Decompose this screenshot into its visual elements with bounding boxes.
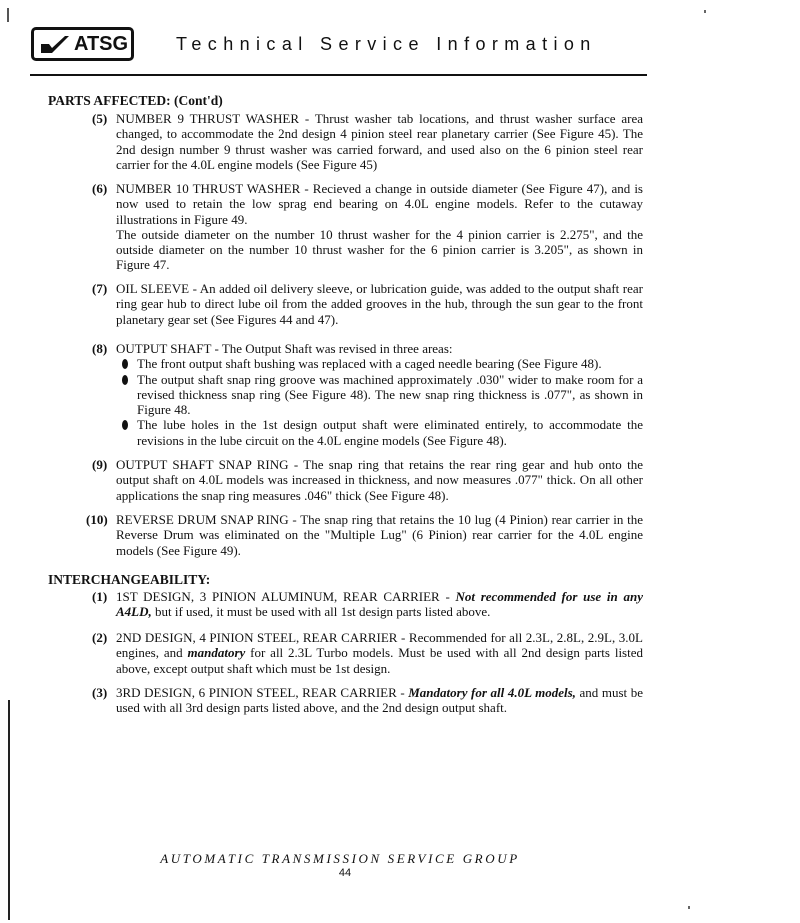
item-paragraph: OUTPUT SHAFT - The Output Shaft was revised in three areas: [116,341,453,356]
item-text-part: but if used, it must be used with all 1st design parts listed above. [151,604,491,620]
item-emphasis: Not recommended for use in any A4LD, [116,589,643,620]
header-title: Technical Service Information [176,34,597,54]
scan-dot [704,10,706,13]
bullet-text: The output shaft snap ring groove was machined approximately .030" wider to make room for a revised thickness snap ring (See Figure 48). The new snap ring thickness is .077", as shown in Figure 48. [137,371,643,418]
bullet-icon [122,375,128,385]
item-text-part: 1ST DESIGN, 3 PINION ALUMINUM, REAR CARRIER - [116,589,456,604]
item-emphasis: Mandatory for all 4.0L models, [408,685,576,700]
logo-text: ATSG [74,32,129,55]
item-number: (3) [92,685,108,700]
item-text [116,589,643,620]
item-number: (8) [92,341,108,356]
bullet-item [116,372,643,418]
item-text [116,341,643,448]
item-number: (10) [86,512,108,527]
bullet-item [116,417,643,448]
item-paragraph [116,589,643,620]
item-text [116,630,643,676]
item-text [116,457,643,503]
item-emphasis: mandatory [187,645,246,661]
bullet-list [116,356,643,448]
item-number: (9) [92,457,108,472]
footer-title: AUTOMATIC TRANSMISSION SERVICE GROUP [160,851,520,866]
item-paragraph: OUTPUT SHAFT SNAP RING - The snap ring that retains the rear ring gear and hub onto the output shaft on 4.0L models was increased in thickness, and now measures .077" thick. On all other applications the snap ring measures .046" thick (See Figure 48). [116,457,643,503]
bullet-text: The lube holes in the 1st design output shaft were eliminated entirely, to accommodate the revisions in the lube circuit on the 4.0L engine models (See Figure 48). [137,417,643,448]
item-paragraph: NUMBER 10 THRUST WASHER - Recieved a change in outside diameter (See Figure 47), and is now used to retain the low sprag end bearing on 4.0L engine models. Refer to the cutaway illustrations in Figure 49. [116,181,643,227]
item-paragraph: The outside diameter on the number 10 thrust washer for the 4 pinion carrier is 2.275", and the outside diameter on the number 10 thrust washer for the 6 pinion carrier is 3.205", as shown in Figure 47. [116,226,643,273]
header-divider [30,74,647,76]
item-paragraph: OIL SLEEVE - An added oil delivery sleeve, or lubrication guide, was added to the output shaft rear ring gear hub to direct lube oil from the added grooves in the hub, through the sun gear to the front planetary gear set (See Figures 44 and 47). [116,281,643,327]
item-number: (1) [92,589,108,604]
item-paragraph: NUMBER 9 THRUST WASHER - Thrust washer tab locations, and thrust washer surface area changed, to accommodate the 2nd design 4 pinion steel rear planetary carrier (See Figure 45). The 2nd design number 9 thrust washer was carried forward, and used also on the 6 pinion steel rear carrier for the 4.0L engine models (See Figure 45) [116,111,643,172]
scan-corner-mark [7,8,9,22]
item-number: (7) [92,281,108,296]
item-text-part: 2ND DESIGN, 4 PINION STEEL, REAR CARRIER - Recommended for all 2.3L, 2.8L, 2.9L, 3.0L engines, and [116,630,643,661]
item-text [116,281,643,327]
item-paragraph: REVERSE DRUM SNAP RING - The snap ring that retains the 10 lug (4 Pinion) rear carrier in the Reverse Drum was eliminated on the "Multiple Lug" (6 Pinion) rear carrier for the 4.0L engine models (See Figure 49). [116,512,643,558]
item-number: (2) [92,630,108,645]
item-text-part: 3RD DESIGN, 6 PINION STEEL, REAR CARRIER - [116,685,409,700]
item-text-part: and must be used with all 3rd design parts listed above, and the 2nd design output shaft. [116,685,643,716]
bullet-item [116,356,643,371]
interchangeability-heading: INTERCHANGEABILITY: [48,572,211,587]
page-number: 44 [338,867,352,879]
item-number: (5) [92,111,108,126]
atsg-logo [31,27,134,61]
item-text-part: for all 2.3L Turbo models. Must be used with all 2nd design parts listed above, except output shaft which must be 1st design. [116,645,644,676]
checkmark-icon [40,34,70,54]
item-text [116,685,643,716]
parts-affected-heading: PARTS AFFECTED: (Cont'd) [48,93,223,108]
item-paragraph [116,685,643,716]
bullet-icon [122,420,128,430]
scan-dot [688,906,690,909]
scan-edge-bar [8,700,10,920]
bullet-icon [122,359,128,369]
bullet-text: The front output shaft bushing was replaced with a caged needle bearing (See Figure 48). [137,356,602,372]
item-text [116,181,643,273]
item-text [116,512,643,558]
item-paragraph [116,630,643,676]
item-number: (6) [92,181,108,196]
item-text [116,111,643,172]
